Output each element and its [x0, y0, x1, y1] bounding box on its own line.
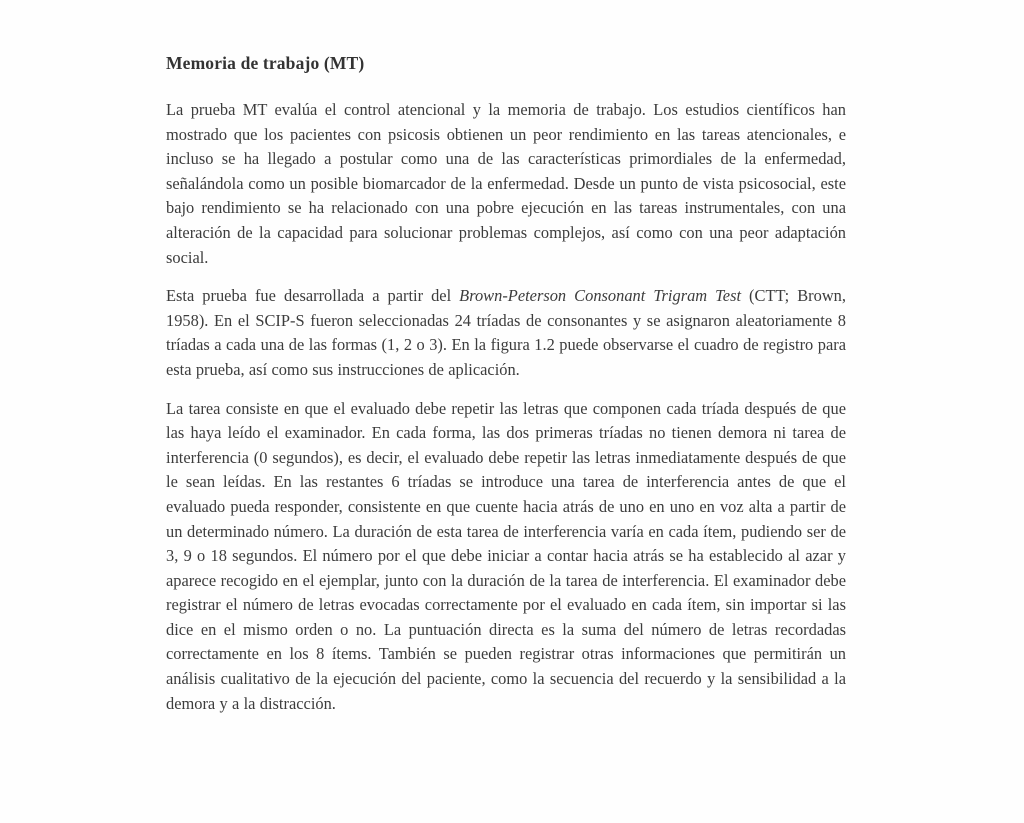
paragraph-3-run-1: La tarea consiste en que el evaluado debe repetir las letras que componen cada tríada después de que las haya leído el examinador. En cada forma, las dos primeras tríadas no tienen demora ni tarea de interferencia (0 segundos), es decir, el evaluado debe repetir las letras inmediatamente después de que le sean leídas. En las restantes 6 tríadas se introduce una tarea de interferencia antes de que el evaluado pueda responder, consistente en que cuente hacia atrás de uno en uno en voz alta a partir de un determinado número. La duración de esta tarea de interferencia varía en cada ítem, pudiendo ser de 3, 9 o 18 segundos. El número por el que debe iniciar a contar hacia atrás se ha establecido al azar y aparece recogido en el ejemplar, junto con la duración de la tarea de interferencia. El examinador debe registrar el número de letras evocadas correctamente por el evaluado en cada ítem, sin importar si las dice en el mismo orden o no. La puntuación directa es la suma del número de letras recordadas correctamente en los 8 ítems. También se pueden registrar otras informaciones que permitirán un análisis cualitativo de la ejecución del paciente, como la secuencia del recuerdo y la sensibilidad a la demora y a la distracción. — [166, 398, 846, 713]
paragraph-1 — [166, 98, 846, 270]
paragraph-1-run-1: La prueba MT evalúa el control atencional y la memoria de trabajo. Los estudios científicos han mostrado que los pacientes con psicosis obtienen un peor rendimiento en las tareas atencionales, e incluso se ha llegado a postular como una de las características primordiales de la enfermedad, señalándola como un posible biomarcador de la enfermedad. Desde un punto de vista psicosocial, este bajo rendimiento se ha relacionado con una pobre ejecución en las tareas instrumentales, con una alteración de la capacidad para solucionar problemas complejos, así como con una peor adaptación social. — [166, 100, 846, 267]
page-title: Memoria de trabajo (MT) — [166, 53, 365, 73]
paragraph-2 — [166, 284, 846, 382]
paragraph-2-run-3: (CTT; Brown, 1958). En el SCIP-S fueron seleccionadas 24 tríadas de consonantes y se asignaron aleatoriamente 8 tríadas a cada una de las formas (1, 2 o 3). En la figura 1.2 puede observarse el cuadro de registro para esta prueba, así como sus instrucciones de aplicación. — [166, 286, 846, 379]
paragraph-3 — [166, 397, 846, 717]
cited-test-name: Brown-Peterson Consonant Trigram Test — [459, 286, 742, 306]
text-column — [166, 52, 846, 716]
paragraph-2-run-1: Esta prueba fue desarrollada a partir del — [166, 286, 460, 306]
